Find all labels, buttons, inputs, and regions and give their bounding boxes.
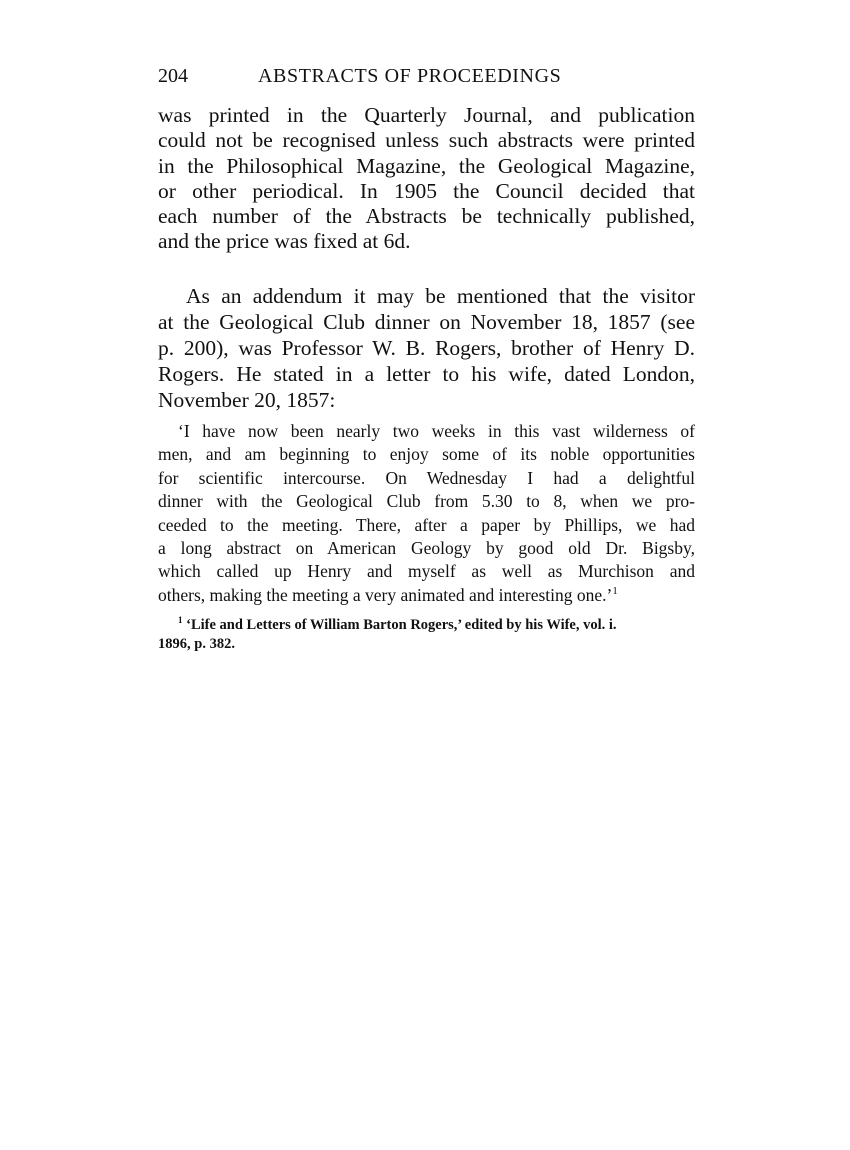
quote-line: a long abstract on American Geology by good old Dr. Bigsby, (158, 538, 695, 559)
quote-line: ceeded to the meeting. There, after a paper by Phillips, we had (158, 514, 695, 535)
paragraph-line: in the Philosophical Magazine, the Geological Magazine, (158, 153, 695, 178)
footnote-marker: 1 (178, 615, 183, 626)
quote-line-text: others, making the meeting a very animated and interesting one.’ (158, 584, 613, 605)
quote-line (158, 420, 695, 443)
running-head (158, 62, 698, 90)
footnote-line (158, 616, 695, 635)
footnote (158, 616, 695, 654)
quote-line-text: ‘I have now been nearly two weeks in this vast wilderness of (178, 421, 695, 441)
page-number: 204 (158, 65, 188, 87)
paragraph-line: was printed in the Quarterly Journal, and publication (158, 103, 695, 127)
quote-line: dinner with the Geological Club from 5.30 to 8, when we pro- (158, 491, 695, 512)
quote-line: for scientific intercourse. On Wednesday I had a delightful (158, 467, 695, 488)
footnote-line: 1896, p. 382. (158, 636, 235, 652)
paragraph-addendum (158, 283, 695, 413)
paragraph-line: p. 200), was Professor W. B. Rogers, brother of Henry D. (158, 336, 695, 360)
paragraph-line: November 20, 1857: (158, 388, 336, 412)
paragraph-line: could not be recognised unless such abstracts were printed (158, 128, 695, 153)
paragraph-line-text: As an addendum it may be mentioned that the visitor (186, 284, 695, 308)
block-quote-letter (158, 420, 695, 607)
paragraph-line: each number of the Abstracts be technically published, (158, 204, 695, 229)
paragraph-line: or other periodical. In 1905 the Council decided that (158, 178, 695, 203)
paragraph-line: and the price was fixed at 6d. (158, 229, 411, 254)
quote-line: which called up Henry and myself as well as Murchison and (158, 561, 695, 582)
quote-line: men, and am beginning to enjoy some of its noble opportunities (158, 444, 695, 465)
quote-line (158, 584, 695, 607)
footnote-reference: 1 (612, 585, 618, 598)
paragraph-publication (158, 103, 695, 255)
paragraph-line: Rogers. He stated in a letter to his wife, dated London, (158, 362, 695, 386)
footnote-text: ‘Life and Letters of William Barton Rogers,’ edited by his Wife, vol. i. (186, 617, 617, 633)
paragraph-line: at the Geological Club dinner on November 18, 1857 (see (158, 310, 695, 334)
paragraph-line (158, 283, 695, 309)
running-title: ABSTRACTS OF PROCEEDINGS (258, 65, 562, 87)
